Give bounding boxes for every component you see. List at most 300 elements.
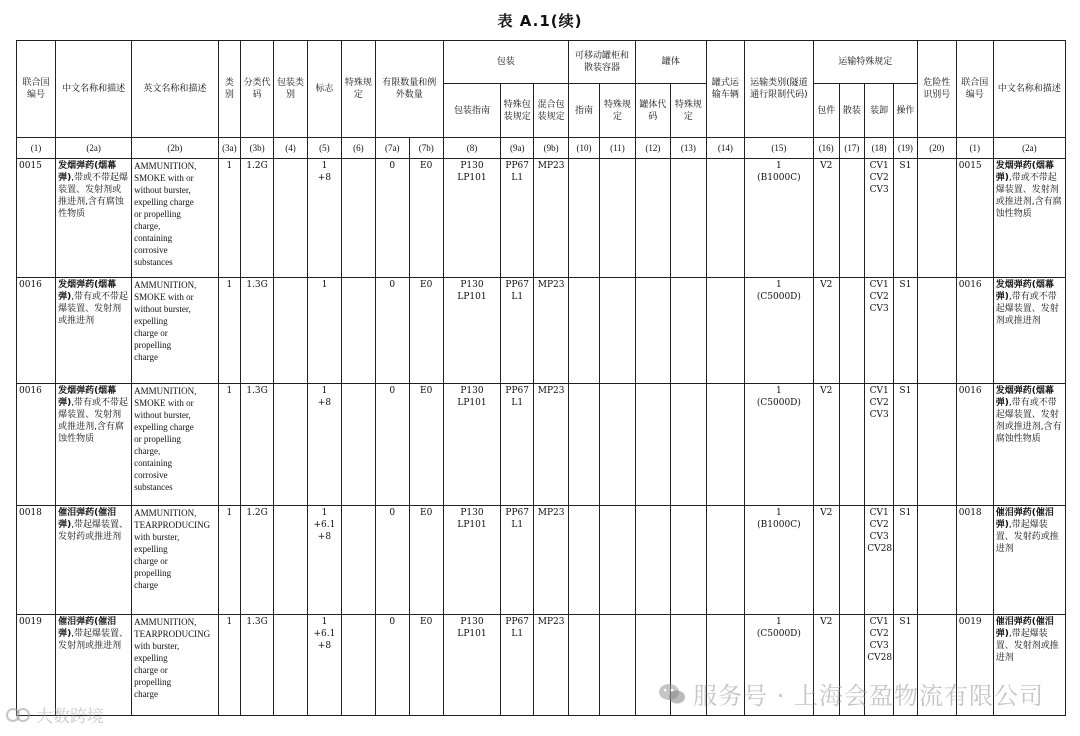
header-tank-special-2: 特殊规定 <box>670 84 706 138</box>
transport-category-cell <box>744 384 813 506</box>
wechat-icon <box>657 682 687 706</box>
chinese-name-bold: 催泪弹药(催泪弹) <box>58 617 117 639</box>
column-number: (7a) <box>375 138 409 159</box>
english-name-line: corrosive <box>134 470 168 480</box>
english-name-line: containing <box>134 233 173 243</box>
mixed-packing-value: MP23 <box>537 280 565 290</box>
header-class: 类别 <box>218 41 241 138</box>
column-number: (10) <box>569 138 600 159</box>
header-tank-instruction: 指南 <box>569 84 600 138</box>
header-bulk: 散装 <box>839 84 865 138</box>
excepted-quantity-cell <box>409 615 443 716</box>
un-number-cell <box>17 615 56 716</box>
loading-cell <box>865 384 894 506</box>
special-packing-value: PP67 <box>505 386 529 396</box>
limited-quantity-value: 0 <box>389 508 396 518</box>
column-number: (2b) <box>132 138 218 159</box>
labels-cell <box>307 384 341 506</box>
labels-cell <box>307 506 341 615</box>
class-value: 1 <box>226 508 233 518</box>
package-value: V2 <box>820 508 833 518</box>
class-code-cell <box>241 384 274 506</box>
english-name-line: AMMUNITION, <box>134 161 197 171</box>
label-value: +6.1 <box>313 520 336 530</box>
header-hazard-id: 危险性识别号 <box>917 41 956 138</box>
english-name-line: charge, <box>134 221 161 231</box>
un-number-right: 0015 <box>958 161 982 171</box>
logo-icon <box>6 706 32 724</box>
header-group-tanks: 罐体 <box>635 41 706 84</box>
column-number: (7b) <box>409 138 443 159</box>
tank-vehicle-cell <box>706 506 744 615</box>
chinese-name-right-cell <box>993 278 1065 384</box>
loading-value: CV2 <box>869 398 889 408</box>
loading-value: CV1 <box>869 161 889 171</box>
english-name-cell <box>132 384 218 506</box>
packing-instruction-value: LP101 <box>457 173 487 183</box>
column-number: (2a) <box>993 138 1065 159</box>
english-name-cell <box>132 159 218 278</box>
loading-cell <box>865 278 894 384</box>
tank-vehicle-cell <box>706 278 744 384</box>
header-tank-vehicle: 罐式运输车辆 <box>706 41 744 138</box>
tank-special-2-cell <box>670 506 706 615</box>
chinese-name-rest: ,带起爆装置、发射剂或推进剂 <box>58 629 129 651</box>
loading-value: CV3 <box>869 410 889 420</box>
special-packing-value: PP67 <box>505 617 529 627</box>
column-number: (5) <box>307 138 341 159</box>
special-packing-value: PP67 <box>505 280 529 290</box>
un-number: 0018 <box>19 508 42 518</box>
un-number-right: 0016 <box>958 280 982 290</box>
bulk-cell <box>839 384 865 506</box>
table-row <box>17 506 1066 615</box>
tank-instruction-cell <box>569 615 600 716</box>
un-number: 0016 <box>19 280 42 290</box>
label-value: 1 <box>321 280 328 290</box>
english-name-line: or propelling <box>134 434 181 444</box>
column-number: (13) <box>670 138 706 159</box>
class-value: 1 <box>226 386 233 396</box>
limited-quantity-cell <box>375 384 409 506</box>
english-name-line: substances <box>134 257 173 267</box>
english-name-line: charge <box>134 352 158 362</box>
chinese-name-right-rest: ,带起爆装置、发射剂或推进剂 <box>995 629 1059 663</box>
english-name-line: propelling <box>134 568 172 578</box>
pack-group-cell <box>274 615 308 716</box>
loading-cell <box>865 506 894 615</box>
operation-value: S1 <box>899 280 912 290</box>
english-name-cell <box>132 506 218 615</box>
corner-watermark-text: 大数跨境 <box>36 707 104 727</box>
loading-value: CV2 <box>869 173 889 183</box>
english-name-line: charge <box>134 580 158 590</box>
operation-cell <box>894 278 918 384</box>
loading-cell <box>865 159 894 278</box>
special-packing-value: L1 <box>511 520 524 530</box>
un-number-right: 0016 <box>958 386 982 396</box>
special-packing-cell <box>501 615 534 716</box>
special-packing-value: PP67 <box>505 161 529 171</box>
column-number: (12) <box>635 138 670 159</box>
chinese-name-bold: 发烟弹药(烟幕弹) <box>58 161 117 183</box>
hazard-id-cell <box>917 159 956 278</box>
un-number: 0019 <box>19 617 42 627</box>
chinese-name-right-rest: ,带起爆装置、发射药或推进剂 <box>995 520 1059 554</box>
label-value: +8 <box>317 641 332 651</box>
pack-group-cell <box>274 278 308 384</box>
package-cell <box>813 384 839 506</box>
special-provisions-cell <box>341 384 375 506</box>
transport-category-value: 1 <box>776 280 782 290</box>
english-name-line: expelling <box>134 316 168 326</box>
mixed-packing-value: MP23 <box>537 617 565 627</box>
loading-value: CV2 <box>869 629 889 639</box>
english-name-line: substances <box>134 482 173 492</box>
tank-special-2-cell <box>670 384 706 506</box>
class-value: 1 <box>226 280 233 290</box>
operation-value: S1 <box>899 508 912 518</box>
packing-instruction-value: P130 <box>460 617 484 627</box>
class-code-value: 1.2G <box>246 508 268 518</box>
un-number-cell <box>17 159 56 278</box>
class-code-cell <box>241 615 274 716</box>
packing-instruction-cell <box>443 615 501 716</box>
packing-instruction-cell <box>443 506 501 615</box>
transport-category-value: (C5000D) <box>756 292 801 302</box>
chinese-name-rest: ,带有或不带起爆装置、发射剂或推进剂 <box>58 292 129 326</box>
hazard-id-cell <box>917 506 956 615</box>
column-number: (3b) <box>241 138 274 159</box>
special-packing-value: L1 <box>511 292 524 302</box>
english-name-line: without burster, <box>134 185 191 195</box>
transport-category-value: (C5000D) <box>756 629 801 639</box>
chinese-name-rest: ,带起爆装置、发射药或推进剂 <box>58 520 129 542</box>
english-name-line: propelling <box>134 677 172 687</box>
english-name-line: with burster, <box>134 532 180 542</box>
transport-category-value: 1 <box>776 386 782 396</box>
tank-vehicle-cell <box>706 159 744 278</box>
excepted-quantity-cell <box>409 159 443 278</box>
table-title: 表 A.1(续) <box>497 12 583 30</box>
column-number: (19) <box>894 138 918 159</box>
label-value: +8 <box>317 173 332 183</box>
english-name-line: AMMUNITION, <box>134 508 197 518</box>
package-cell <box>813 278 839 384</box>
chinese-name-cell <box>56 506 132 615</box>
mixed-packing-value: MP23 <box>537 386 565 396</box>
header-un-no: 联合国编号 <box>17 41 56 138</box>
mixed-packing-cell <box>534 506 569 615</box>
chinese-name-right-bold: 催泪弹药(催泪弹) <box>995 508 1054 530</box>
tank-instruction-cell <box>569 159 600 278</box>
label-value: +8 <box>317 398 332 408</box>
class-value: 1 <box>226 161 233 171</box>
limited-quantity-value: 0 <box>389 280 396 290</box>
transport-category-value: (B1000C) <box>757 173 801 183</box>
english-name-line: SMOKE with or <box>134 173 194 183</box>
header-package: 包件 <box>813 84 839 138</box>
english-name-line: AMMUNITION, <box>134 280 197 290</box>
english-name-line: charge, <box>134 446 161 456</box>
loading-value: CV2 <box>869 520 889 530</box>
loading-value: CV1 <box>869 386 889 396</box>
special-packing-cell <box>501 159 534 278</box>
operation-cell <box>894 384 918 506</box>
special-provisions-cell <box>341 615 375 716</box>
special-provisions-cell <box>341 506 375 615</box>
english-name-line: AMMUNITION, <box>134 617 197 627</box>
tank-instruction-cell <box>569 384 600 506</box>
limited-quantity-cell <box>375 615 409 716</box>
dangerous-goods-table <box>16 40 1066 716</box>
header-pack-group: 包装类别 <box>274 41 308 138</box>
bulk-cell <box>839 159 865 278</box>
column-number: (6) <box>341 138 375 159</box>
tank-vehicle-cell <box>706 384 744 506</box>
packing-instruction-value: P130 <box>460 508 484 518</box>
excepted-quantity-value: E0 <box>420 280 433 290</box>
class-cell <box>218 506 241 615</box>
pack-group-cell <box>274 159 308 278</box>
english-name-line: expelling charge <box>134 197 194 207</box>
english-name-line: charge or <box>134 665 168 675</box>
packing-instruction-value: P130 <box>460 386 484 396</box>
column-number: (2a) <box>56 138 132 159</box>
column-number: (17) <box>839 138 865 159</box>
watermark-text: 服务号 · 上海会盈物流有限公司 <box>693 682 1044 710</box>
mixed-packing-cell <box>534 159 569 278</box>
class-code-cell <box>241 278 274 384</box>
chinese-name-right-rest: ,带或不带起爆装置、发射剂或推进剂,含有腐蚀性物质 <box>995 173 1062 219</box>
column-number: (4) <box>274 138 308 159</box>
chinese-name-cell <box>56 159 132 278</box>
label-value: 1 <box>321 161 328 171</box>
mixed-packing-cell <box>534 615 569 716</box>
class-code-cell <box>241 159 274 278</box>
transport-category-value: 1 <box>776 161 782 171</box>
excepted-quantity-cell <box>409 506 443 615</box>
package-value: V2 <box>820 161 833 171</box>
column-number: (1) <box>956 138 993 159</box>
header-transport-category: 运输类别(隧道通行限制代码) <box>744 41 813 138</box>
tank-special-2-cell <box>670 278 706 384</box>
packing-instruction-value: LP101 <box>457 292 487 302</box>
english-name-cell <box>132 278 218 384</box>
chinese-name-right-bold: 发烟弹药(烟幕弹) <box>995 280 1054 302</box>
special-packing-value: L1 <box>511 629 524 639</box>
chinese-name-bold: 发烟弹药(烟幕弹) <box>58 386 117 408</box>
class-cell <box>218 615 241 716</box>
header-name-en: 英文名称和描述 <box>132 41 218 138</box>
special-packing-cell <box>501 506 534 615</box>
special-packing-cell <box>501 384 534 506</box>
table-row <box>17 278 1066 384</box>
excepted-quantity-value: E0 <box>420 386 433 396</box>
english-name-line: containing <box>134 458 173 468</box>
packing-instruction-cell <box>443 384 501 506</box>
class-code-value: 1.2G <box>246 161 268 171</box>
header-special-provisions: 特殊规定 <box>341 41 375 138</box>
header-labels: 标志 <box>307 41 341 138</box>
loading-value: CV1 <box>869 508 889 518</box>
bulk-cell <box>839 506 865 615</box>
chinese-name-cell <box>56 615 132 716</box>
un-number-right-cell <box>956 506 993 615</box>
packing-instruction-cell <box>443 278 501 384</box>
label-value: +6.1 <box>313 629 336 639</box>
column-number: (16) <box>813 138 839 159</box>
transport-category-cell <box>744 506 813 615</box>
special-provisions-cell <box>341 159 375 278</box>
limited-quantity-value: 0 <box>389 161 396 171</box>
labels-cell <box>307 615 341 716</box>
operation-value: S1 <box>899 386 912 396</box>
class-cell <box>218 278 241 384</box>
english-name-line: with burster, <box>134 641 180 651</box>
label-value: 1 <box>321 617 328 627</box>
un-number-cell <box>17 506 56 615</box>
class-code-value: 1.3G <box>246 280 268 290</box>
chinese-name-right-cell <box>993 506 1065 615</box>
packing-instruction-cell <box>443 159 501 278</box>
transport-category-value: 1 <box>776 617 782 627</box>
corner-watermark <box>6 702 104 727</box>
excepted-quantity-cell <box>409 278 443 384</box>
class-code-value: 1.3G <box>246 617 268 627</box>
labels-cell <box>307 278 341 384</box>
label-value: 1 <box>321 508 328 518</box>
mixed-packing-cell <box>534 278 569 384</box>
header-special-packing: 特殊包装规定 <box>501 84 534 138</box>
mixed-packing-value: MP23 <box>537 161 565 171</box>
limited-quantity-cell <box>375 506 409 615</box>
chinese-name-rest: ,带或不带起爆装置、发射剂或推进剂,含有腐蚀性物质 <box>58 173 129 219</box>
english-name-line: charge <box>134 689 158 699</box>
mixed-packing-cell <box>534 384 569 506</box>
header-un-no-right: 联合国编号 <box>956 41 993 138</box>
loading-value: CV3 <box>869 185 889 195</box>
operation-value: S1 <box>899 617 912 627</box>
chinese-name-cell <box>56 278 132 384</box>
english-name-line: SMOKE with or <box>134 292 194 302</box>
english-name-line: expelling charge <box>134 422 194 432</box>
packing-instruction-value: LP101 <box>457 629 487 639</box>
transport-category-value: (B1000C) <box>757 520 801 530</box>
chinese-name-cell <box>56 384 132 506</box>
english-name-line: TEARPRODUCING <box>134 629 211 639</box>
header-name-cn-right: 中文名称和描述 <box>993 41 1065 138</box>
excepted-quantity-value: E0 <box>420 617 433 627</box>
class-cell <box>218 384 241 506</box>
column-number: (14) <box>706 138 744 159</box>
special-packing-value: PP67 <box>505 508 529 518</box>
loading-value: CV2 <box>869 292 889 302</box>
un-number-right-cell <box>956 159 993 278</box>
chinese-name-right-bold: 发烟弹药(烟幕弹) <box>995 386 1054 408</box>
class-code-cell <box>241 506 274 615</box>
column-number: (3a) <box>218 138 241 159</box>
hazard-id-cell <box>917 384 956 506</box>
table-row <box>17 159 1066 278</box>
header-group-portable-tanks: 可移动罐柜和散装容器 <box>569 41 636 84</box>
english-name-line: propelling <box>134 340 172 350</box>
transport-category-value: 1 <box>776 508 782 518</box>
chinese-name-bold: 催泪弹药(催泪弹) <box>58 508 117 530</box>
class-value: 1 <box>226 617 233 627</box>
tank-code-cell <box>635 278 670 384</box>
header-mixed-packing: 混合包装规定 <box>534 84 569 138</box>
chinese-name-right-rest: ,带有或不带起爆装置、发射剂或推进剂 <box>995 292 1059 326</box>
excepted-quantity-cell <box>409 384 443 506</box>
header-loading: 装卸 <box>865 84 894 138</box>
english-name-line: expelling <box>134 653 168 663</box>
package-cell <box>813 159 839 278</box>
header-tank-special: 特殊规定 <box>599 84 635 138</box>
un-number: 0015 <box>19 161 42 171</box>
header-group-packaging: 包装 <box>443 41 568 84</box>
transport-category-cell <box>744 159 813 278</box>
column-number: (20) <box>917 138 956 159</box>
loading-value: CV3 <box>869 532 889 542</box>
bulk-cell <box>839 278 865 384</box>
loading-value: CV1 <box>869 617 889 627</box>
header-operation: 操作 <box>894 84 918 138</box>
package-value: V2 <box>820 617 833 627</box>
package-value: V2 <box>820 386 833 396</box>
tank-special-cell <box>599 506 635 615</box>
un-number-right-cell <box>956 384 993 506</box>
column-number: (1) <box>17 138 56 159</box>
loading-value: CV3 <box>869 304 889 314</box>
column-number: (11) <box>599 138 635 159</box>
tank-special-cell <box>599 615 635 716</box>
transport-category-cell <box>744 278 813 384</box>
un-number-right: 0018 <box>958 508 982 518</box>
un-number-right-cell <box>956 278 993 384</box>
excepted-quantity-value: E0 <box>420 161 433 171</box>
special-packing-cell <box>501 278 534 384</box>
limited-quantity-value: 0 <box>389 617 396 627</box>
packing-instruction-value: P130 <box>460 280 484 290</box>
header-group-special-transport: 运输特殊规定 <box>813 41 917 84</box>
limited-quantity-cell <box>375 159 409 278</box>
chinese-name-right-cell <box>993 384 1065 506</box>
column-number-row <box>17 138 1066 159</box>
english-name-cell <box>132 615 218 716</box>
tank-special-cell <box>599 159 635 278</box>
label-value: +8 <box>317 532 332 542</box>
mixed-packing-value: MP23 <box>537 508 565 518</box>
column-number: (9b) <box>534 138 569 159</box>
english-name-line: SMOKE with or <box>134 398 194 408</box>
chinese-name-right-rest: ,带有或不带起爆装置、发射剂或推进剂,含有腐蚀性物质 <box>995 398 1062 444</box>
limited-quantity-value: 0 <box>389 386 396 396</box>
tank-instruction-cell <box>569 506 600 615</box>
column-number: (15) <box>744 138 813 159</box>
english-name-line: corrosive <box>134 245 168 255</box>
tank-code-cell <box>635 384 670 506</box>
english-name-line: without burster, <box>134 304 191 314</box>
header-name-cn: 中文名称和描述 <box>56 41 132 138</box>
chinese-name-right-bold: 催泪弹药(催泪弹) <box>995 617 1054 639</box>
package-cell <box>813 506 839 615</box>
loading-value: CV1 <box>869 280 889 290</box>
chinese-name-right-bold: 发烟弹药(烟幕弹) <box>995 161 1054 183</box>
un-number: 0016 <box>19 386 42 396</box>
special-packing-value: L1 <box>511 398 524 408</box>
column-number: (8) <box>443 138 501 159</box>
